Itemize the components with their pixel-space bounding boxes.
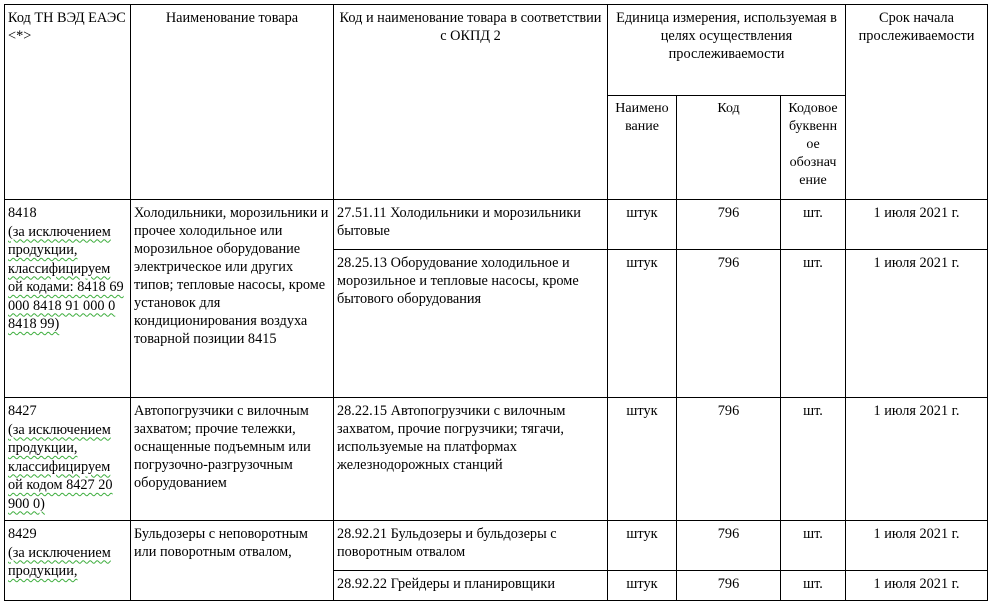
tnved-code: 8418 (8, 205, 37, 221)
tnved-cell (5, 398, 131, 521)
tnved-exclusion-note: (за исключением продукции, классифицируем ой кодами: 8418 69 000 8418 91 000 0 8418 99) (8, 223, 124, 332)
table-row (5, 200, 988, 250)
start-date: 1 июля 2021 г. (846, 250, 988, 398)
unit-code: 796 (677, 250, 781, 398)
tnved-exclusion-note: (за исключением продукции, (8, 544, 111, 579)
tnved-exclusion-note: (за исключением продукции, классифицируем ой кодом 8427 20 900 0) (8, 421, 113, 512)
tnved-code: 8427 (8, 403, 37, 419)
start-date: 1 июля 2021 г. (846, 398, 988, 521)
okpd-item: 28.22.15 Автопогрузчики с вилочным захватом, прочие погрузчики; тягачи, используемые на платформах железнодорожных станций (334, 398, 608, 521)
header-unit-letter: Кодовое буквенн ое обознач ение (781, 96, 846, 200)
header-unit-code: Код (677, 96, 781, 200)
unit-code: 796 (677, 200, 781, 250)
okpd-item: 28.92.21 Бульдозеры и бульдозеры с поворотным отвалом (334, 521, 608, 571)
unit-letter: шт. (781, 571, 846, 601)
header-start-date: Срок начала прослеживаемости (846, 5, 988, 200)
unit-letter: шт. (781, 398, 846, 521)
tnved-code: 8429 (8, 526, 37, 542)
header-product-name: Наименование товара (131, 5, 334, 200)
unit-code: 796 (677, 571, 781, 601)
unit-letter: шт. (781, 200, 846, 250)
product-name: Автопогрузчики с вилочным захватом; прочие тележки, оснащенные подъемным или погрузочно-разгрузочным оборудованием (131, 398, 334, 521)
okpd-item: 28.25.13 Оборудование холодильное и морозильное и тепловые насосы, кроме бытового оборудования (334, 250, 608, 398)
unit-name: штук (608, 571, 677, 601)
product-name: Бульдозеры с неповоротным или поворотным отвалом, (131, 521, 334, 601)
unit-letter: шт. (781, 250, 846, 398)
unit-name: штук (608, 521, 677, 571)
start-date: 1 июля 2021 г. (846, 571, 988, 601)
table-row (5, 521, 988, 571)
unit-name: штук (608, 250, 677, 398)
okpd-item: 27.51.11 Холодильники и морозильники бытовые (334, 200, 608, 250)
unit-name: штук (608, 398, 677, 521)
okpd-item: 28.92.22 Грейдеры и планировщики (334, 571, 608, 601)
start-date: 1 июля 2021 г. (846, 200, 988, 250)
tnved-cell (5, 521, 131, 601)
unit-letter: шт. (781, 521, 846, 571)
unit-code: 796 (677, 521, 781, 571)
start-date: 1 июля 2021 г. (846, 521, 988, 571)
table-row (5, 398, 988, 521)
header-okpd: Код и наименование товара в соответствии с ОКПД 2 (334, 5, 608, 200)
header-unit-name: Наимено вание (608, 96, 677, 200)
product-name: Холодильники, морозильники и прочее холодильное или морозильное оборудование электрическое или других типов; тепловые насосы, кроме установок для кондиционирования воздуха товарной позиции 8415 (131, 200, 334, 398)
unit-code: 796 (677, 398, 781, 521)
unit-name: штук (608, 200, 677, 250)
header-tnved-code: Код ТН ВЭД ЕАЭС <*> (5, 5, 131, 200)
header-unit-group: Единица измерения, используемая в целях осуществления прослеживаемости (608, 5, 846, 96)
traceability-table (4, 4, 988, 601)
tnved-cell (5, 200, 131, 398)
